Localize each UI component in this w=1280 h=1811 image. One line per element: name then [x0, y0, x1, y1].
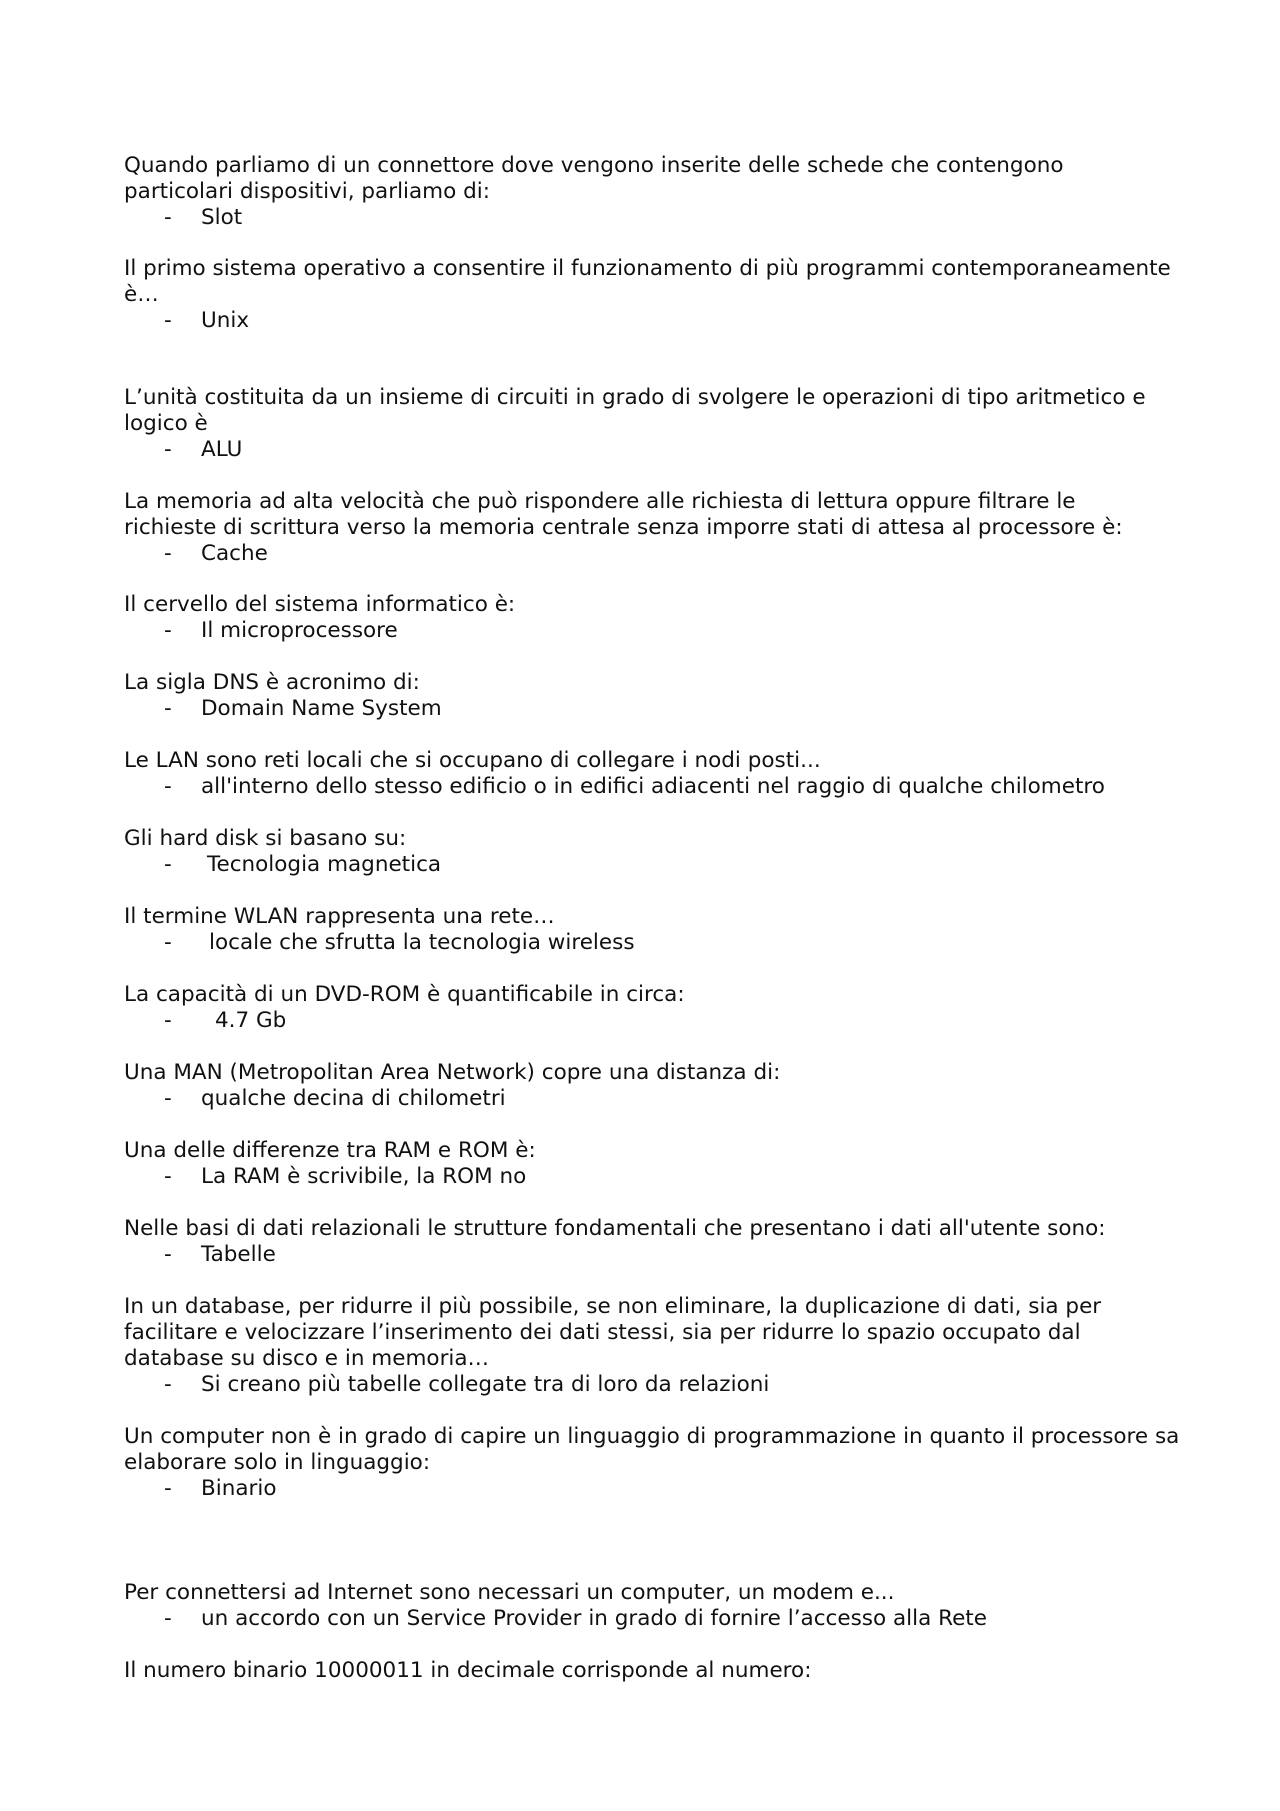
answer-text: Domain Name System	[201, 696, 442, 721]
bullet-dash: -	[164, 1372, 172, 1397]
bullet-dash: -	[164, 774, 172, 799]
answer-text: Cache	[201, 541, 268, 566]
bullet-dash: -	[164, 1086, 172, 1111]
answer-item	[124, 930, 1184, 956]
question-text: Il primo sistema operativo a consentire il funzionamento di più programmi contemporaneamente è…	[124, 256, 1171, 307]
question-text: Il numero binario 10000011 in decimale corrisponde al numero:	[124, 1658, 812, 1683]
qa-item	[124, 1658, 1184, 1684]
qa-item	[124, 1294, 1184, 1398]
answer-text: qualche decina di chilometri	[201, 1086, 506, 1111]
qa-item	[124, 592, 1184, 644]
answer-text: Binario	[201, 1476, 277, 1501]
question-text: Il termine WLAN rappresenta una rete…	[124, 904, 555, 929]
answer-item	[124, 1242, 1184, 1268]
qa-item	[124, 670, 1184, 722]
qa-item	[124, 256, 1184, 334]
answer-text: all'interno dello stesso edificio o in edifici adiacenti nel raggio di qualche chilometro	[201, 774, 1105, 799]
question-text: Quando parliamo di un connettore dove vengono inserite delle schede che contengono particolari dispositivi, parliamo di:	[124, 153, 1064, 204]
qa-item	[124, 1060, 1184, 1112]
qa-item	[124, 904, 1184, 956]
qa-item	[124, 1138, 1184, 1190]
question-text: Le LAN sono reti locali che si occupano di collegare i nodi posti...	[124, 748, 821, 773]
answer-text: La RAM è scrivibile, la ROM no	[201, 1164, 527, 1189]
qa-item	[124, 748, 1184, 800]
answer-item	[124, 1372, 1184, 1398]
answer-text: locale che sfrutta la tecnologia wireless	[209, 930, 635, 955]
bullet-dash: -	[164, 437, 172, 462]
answer-text: un accordo con un Service Provider in grado di fornire l’accesso alla Rete	[201, 1606, 987, 1631]
bullet-dash: -	[164, 541, 172, 566]
answer-item	[124, 1606, 1184, 1632]
answer-text: 4.7 Gb	[215, 1008, 287, 1033]
answer-text: Tecnologia magnetica	[207, 852, 442, 877]
answer-item	[124, 205, 1184, 231]
bullet-dash: -	[164, 308, 172, 333]
bullet-dash: -	[164, 696, 172, 721]
bullet-dash: -	[164, 1476, 172, 1501]
answer-item	[124, 696, 1184, 722]
qa-item	[124, 489, 1184, 567]
answer-item	[124, 541, 1184, 567]
qa-item	[124, 982, 1184, 1034]
qa-item	[124, 1580, 1184, 1632]
bullet-dash: -	[164, 205, 172, 230]
answer-text: Tabelle	[201, 1242, 276, 1267]
qa-item	[124, 385, 1184, 463]
question-text: Gli hard disk si basano su:	[124, 826, 407, 851]
question-text: Una delle differenze tra RAM e ROM è:	[124, 1138, 536, 1163]
answer-item	[124, 1164, 1184, 1190]
answer-item	[124, 774, 1184, 800]
qa-item	[124, 153, 1184, 231]
bullet-dash: -	[164, 1164, 172, 1189]
bullet-dash: -	[164, 1242, 172, 1267]
qa-item	[124, 1424, 1184, 1502]
question-text: La sigla DNS è acronimo di:	[124, 670, 420, 695]
bullet-dash: -	[164, 618, 172, 643]
answer-item	[124, 852, 1184, 878]
answer-item	[124, 1008, 1184, 1034]
qa-item	[124, 826, 1184, 878]
bullet-dash: -	[164, 1008, 172, 1033]
bullet-dash: -	[164, 1606, 172, 1631]
answer-item	[124, 437, 1184, 463]
question-text: Una MAN (Metropolitan Area Network) copre una distanza di:	[124, 1060, 781, 1085]
answer-text: Slot	[201, 205, 243, 230]
answer-item	[124, 1476, 1184, 1502]
qa-item	[124, 1216, 1184, 1268]
answer-item	[124, 308, 1184, 334]
question-text: La capacità di un DVD-ROM è quantificabile in circa:	[124, 982, 685, 1007]
bullet-dash: -	[164, 852, 172, 877]
answer-item	[124, 1086, 1184, 1112]
question-text: L’unità costituita da un insieme di circuiti in grado di svolgere le operazioni di tipo aritmetico e logico è	[124, 385, 1146, 436]
question-text: Il cervello del sistema informatico è:	[124, 592, 516, 617]
answer-text: Il microprocessore	[201, 618, 398, 643]
question-text: Per connettersi ad Internet sono necessari un computer, un modem e...	[124, 1580, 895, 1605]
bullet-dash: -	[164, 930, 172, 955]
answer-text: Unix	[201, 308, 250, 333]
answer-text: Si creano più tabelle collegate tra di loro da relazioni	[201, 1372, 770, 1397]
answer-text: ALU	[201, 437, 243, 462]
answer-item	[124, 618, 1184, 644]
question-text: La memoria ad alta velocità che può rispondere alle richiesta di lettura oppure filtrare le richieste di scrittura verso la memoria centrale senza imporre stati di attesa al processore è:	[124, 489, 1123, 540]
question-text: Un computer non è in grado di capire un linguaggio di programmazione in quanto il processore sa elaborare solo in linguaggio:	[124, 1424, 1180, 1475]
question-text: Nelle basi di dati relazionali le strutture fondamentali che presentano i dati all'utente sono:	[124, 1216, 1106, 1241]
question-text: In un database, per ridurre il più possibile, se non eliminare, la duplicazione di dati, sia per facilitare e velocizzare l’inserimento dei dati stessi, sia per ridurre lo spazio occupato dal database su disco e in memoria…	[124, 1294, 1102, 1371]
